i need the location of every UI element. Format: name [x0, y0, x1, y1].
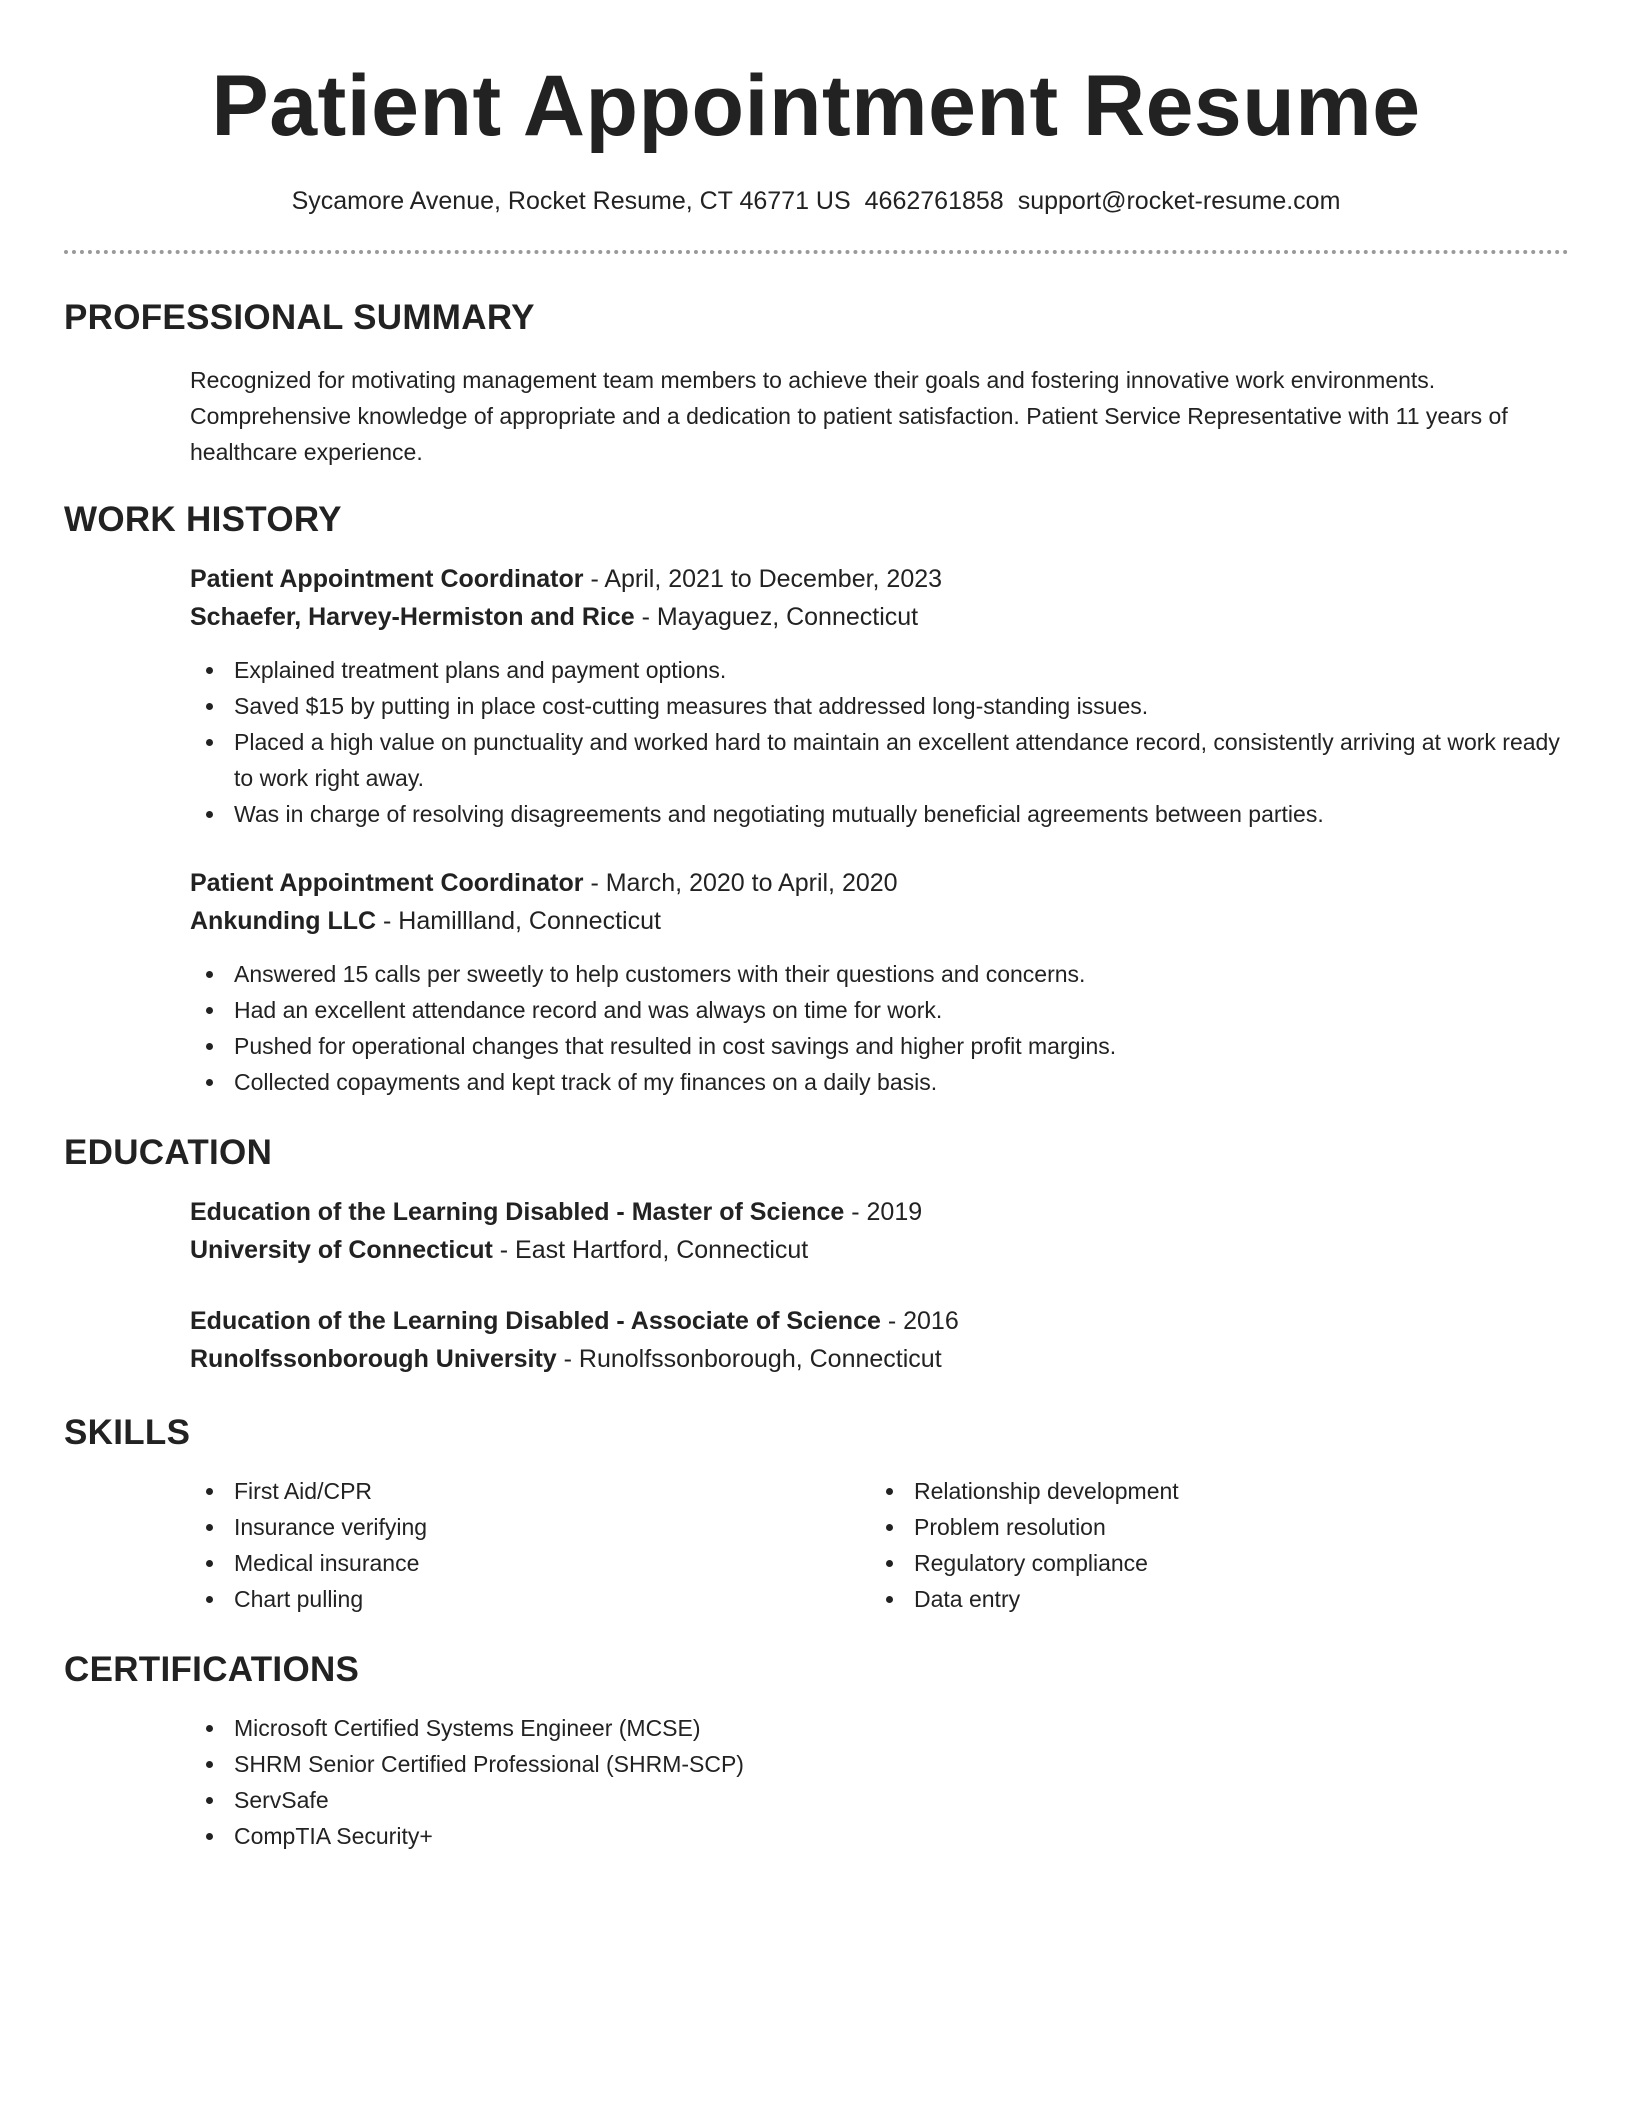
contact-address: Sycamore Avenue, Rocket Resume, CT 46771 US — [291, 187, 851, 215]
school-location: - East Hartford, Connecticut — [492, 1236, 809, 1264]
school: Runolfssonborough University — [190, 1345, 557, 1373]
education-entry — [190, 1302, 1569, 1378]
job-role-line — [190, 560, 1569, 598]
job-company: Ankunding LLC — [190, 907, 377, 935]
list-item: Was in charge of resolving disagreements and negotiating mutually beneficial agreements between parties. — [190, 796, 1569, 832]
list-item: Answered 15 calls per sweetly to help customers with their questions and concerns. — [190, 956, 1569, 992]
education-entry — [190, 1193, 1569, 1269]
school-line — [190, 1231, 1569, 1269]
skills-list-left — [190, 1473, 870, 1617]
list-item: Insurance verifying — [190, 1509, 870, 1545]
degree: Education of the Learning Disabled - Master of Science — [190, 1198, 845, 1226]
certifications-list — [190, 1710, 1569, 1854]
degree-line — [190, 1302, 1569, 1340]
job-role: Patient Appointment Coordinator — [190, 565, 584, 593]
list-item: Data entry — [870, 1581, 1550, 1617]
list-item: CompTIA Security+ — [190, 1818, 1569, 1854]
job-company-line — [190, 598, 1569, 636]
certifications-section — [64, 1648, 1569, 1854]
degree-line — [190, 1193, 1569, 1231]
list-item: Placed a high value on punctuality and worked hard to maintain an excellent attendance record, consistently arriving at work ready to work right away. — [190, 724, 1569, 796]
certifications-heading: CERTIFICATIONS — [64, 1650, 360, 1689]
skills-heading: SKILLS — [64, 1413, 191, 1452]
list-item: Microsoft Certified Systems Engineer (MCSE) — [190, 1710, 1569, 1746]
contact-email: support@rocket-resume.com — [1017, 187, 1341, 215]
school-location: - Runolfssonborough, Connecticut — [556, 1345, 942, 1373]
skills-section — [64, 1411, 1569, 1617]
job-location: - Mayaguez, Connecticut — [634, 603, 919, 631]
degree: Education of the Learning Disabled - Associate of Science — [190, 1307, 881, 1335]
school: University of Connecticut — [190, 1236, 493, 1264]
degree-year: - 2016 — [880, 1307, 959, 1335]
list-item: Medical insurance — [190, 1545, 870, 1581]
job-company: Schaefer, Harvey-Hermiston and Rice — [190, 603, 635, 631]
work-history-heading: WORK HISTORY — [64, 500, 342, 539]
education-heading: EDUCATION — [64, 1133, 273, 1172]
list-item: SHRM Senior Certified Professional (SHRM-SCP) — [190, 1746, 1569, 1782]
summary-section — [64, 296, 1569, 470]
job-location: - Hamillland, Connecticut — [376, 907, 661, 935]
degree-year: - 2019 — [844, 1198, 923, 1226]
list-item: Chart pulling — [190, 1581, 870, 1617]
header-divider — [64, 250, 1569, 254]
job-company-line — [190, 902, 1569, 940]
list-item: ServSafe — [190, 1782, 1569, 1818]
list-item: Saved $15 by putting in place cost-cutting measures that addressed long-standing issues. — [190, 688, 1569, 724]
resume-title: Patient Appointment Resume — [211, 58, 1421, 154]
list-item: Had an excellent attendance record and was always on time for work. — [190, 992, 1569, 1028]
school-line — [190, 1340, 1569, 1378]
list-item: Explained treatment plans and payment options. — [190, 652, 1569, 688]
education-section — [64, 1131, 1569, 1378]
list-item: First Aid/CPR — [190, 1473, 870, 1509]
contact-line — [0, 184, 1632, 218]
job-bullets — [190, 956, 1569, 1100]
job-role: Patient Appointment Coordinator — [190, 869, 584, 897]
skills-columns — [190, 1473, 1569, 1617]
work-history-section — [64, 498, 1569, 1100]
job-bullets — [190, 652, 1569, 832]
list-item: Regulatory compliance — [870, 1545, 1550, 1581]
list-item: Collected copayments and kept track of my finances on a daily basis. — [190, 1064, 1569, 1100]
job-dates: - March, 2020 to April, 2020 — [583, 869, 898, 897]
summary-text: Recognized for motivating management team members to achieve their goals and fostering innovative work environments. Comprehensive knowledge of appropriate and a dedication to patient satisfaction. Patient Service Representative with 11 years of healthcare experience. — [190, 367, 1508, 465]
job-role-line — [190, 864, 1569, 902]
list-item: Pushed for operational changes that resulted in cost savings and higher profit margins. — [190, 1028, 1569, 1064]
summary-heading: PROFESSIONAL SUMMARY — [64, 298, 535, 337]
list-item: Relationship development — [870, 1473, 1550, 1509]
job-entry — [190, 864, 1569, 1100]
contact-phone: 4662761858 — [864, 187, 1004, 215]
list-item: Problem resolution — [870, 1509, 1550, 1545]
job-dates: - April, 2021 to December, 2023 — [583, 565, 943, 593]
resume-header — [0, 0, 1632, 218]
skills-list-right — [870, 1473, 1550, 1617]
job-entry — [190, 560, 1569, 832]
